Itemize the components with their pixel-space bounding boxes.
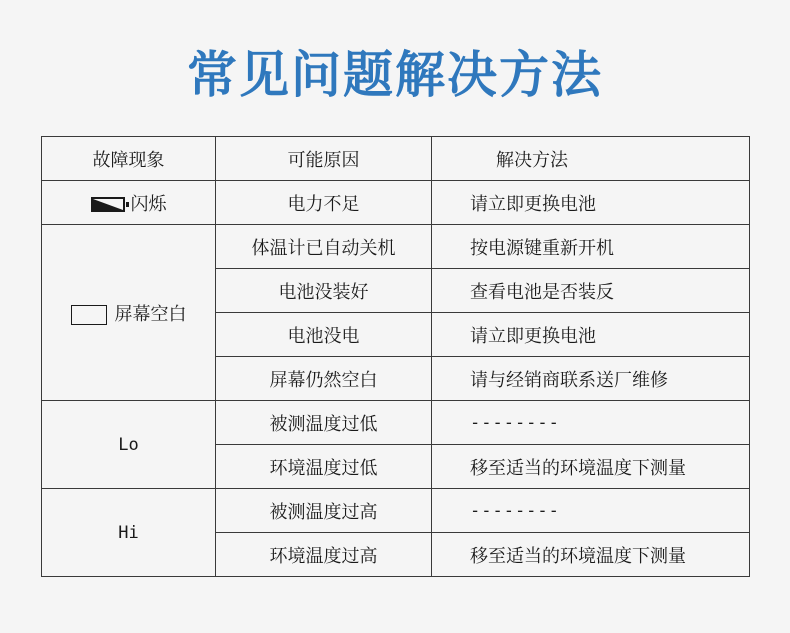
solution-cell: 请立即更换电池 bbox=[432, 313, 750, 357]
table-row bbox=[42, 181, 750, 225]
cause-cell: 环境温度过低 bbox=[216, 445, 432, 489]
cause-cell: 电力不足 bbox=[216, 181, 432, 225]
table-row bbox=[42, 489, 750, 533]
solution-cell: 查看电池是否装反 bbox=[432, 269, 750, 313]
blank-screen-icon bbox=[71, 305, 107, 325]
solution-cell: 请立即更换电池 bbox=[432, 181, 750, 225]
solution-cell: 请与经销商联系送厂维修 bbox=[432, 357, 750, 401]
troubleshooting-table bbox=[41, 136, 750, 577]
table-row bbox=[42, 225, 750, 269]
header-cause: 可能原因 bbox=[216, 137, 432, 181]
header-symptom: 故障现象 bbox=[42, 137, 216, 181]
solution-cell: 移至适当的环境温度下测量 bbox=[432, 533, 750, 577]
symptom-cell: Hi bbox=[42, 489, 216, 577]
header-solution: 解决方法 bbox=[432, 137, 750, 181]
solution-cell: -------- bbox=[432, 401, 750, 445]
solution-cell: 移至适当的环境温度下测量 bbox=[432, 445, 750, 489]
symptom-cell: Lo bbox=[42, 401, 216, 489]
low-battery-icon bbox=[91, 197, 125, 212]
cause-cell: 屏幕仍然空白 bbox=[216, 357, 432, 401]
solution-cell: 按电源键重新开机 bbox=[432, 225, 750, 269]
cause-cell: 电池没装好 bbox=[216, 269, 432, 313]
table-row bbox=[42, 401, 750, 445]
cause-cell: 体温计已自动关机 bbox=[216, 225, 432, 269]
symptom-label: 屏幕空白 bbox=[114, 303, 187, 325]
symptom-cell bbox=[42, 181, 216, 225]
cause-cell: 电池没电 bbox=[216, 313, 432, 357]
cause-cell: 被测温度过低 bbox=[216, 401, 432, 445]
table-header-row bbox=[42, 137, 750, 181]
solution-cell: -------- bbox=[432, 489, 750, 533]
cause-cell: 被测温度过高 bbox=[216, 489, 432, 533]
cause-cell: 环境温度过高 bbox=[216, 533, 432, 577]
symptom-label: 闪烁 bbox=[130, 193, 167, 215]
symptom-cell bbox=[42, 225, 216, 401]
page-title: 常见问题解决方法 bbox=[187, 46, 603, 104]
